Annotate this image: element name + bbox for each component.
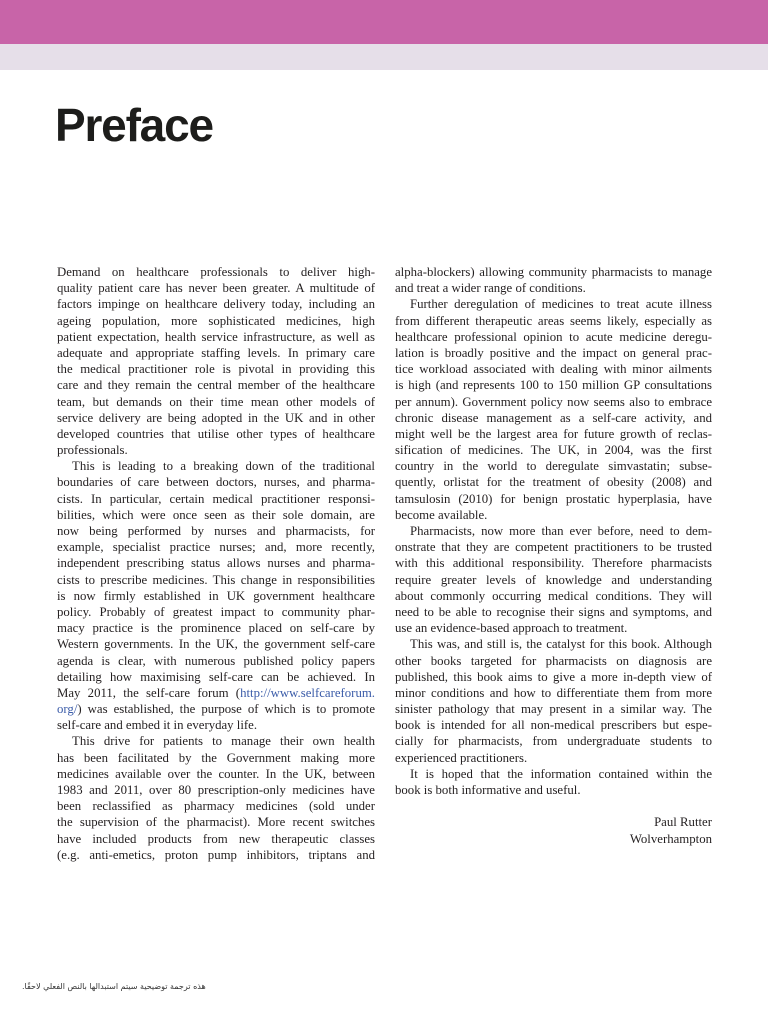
text-line: sification of medicines. The UK, in 2004, was the first [395, 443, 712, 458]
author-name: Paul Rutter [654, 815, 712, 830]
header-subband [0, 44, 768, 70]
text-line: This is leading to a breaking down of the traditional [72, 459, 375, 474]
text-line: minor conditions and how to differentiate them from more [395, 685, 712, 700]
text-line: need to be able to recognise their signs and symptoms, and [395, 604, 712, 619]
header-band [0, 0, 768, 44]
text-line: It is hoped that the information contained within the [410, 766, 712, 781]
text-line: with this additional responsibility. Therefore pharmacists [395, 556, 712, 571]
paragraph [395, 264, 712, 296]
text-line: have included products from new therapeutic classes [57, 831, 375, 846]
text-line: use an evidence-based approach to treatment. [395, 621, 628, 636]
text-line: service delivery are being adopted in the UK and in other [57, 410, 375, 425]
text-line: tamsulosin (2010) for benign prostatic hyperplasia, have [395, 491, 712, 506]
text-line: healthcare professional opinion to acute medicine deregu- [395, 329, 712, 344]
author-location: Wolverhampton [629, 831, 712, 846]
text-line: now being performed by nurses and pharmacists, for [57, 524, 375, 538]
text-line: other books targeted for pharmacists on diagnosis are [395, 653, 712, 668]
spacer [395, 798, 712, 814]
text-line [57, 701, 375, 717]
text-line: book is intended for all non-medical prescribers but espe- [395, 718, 712, 733]
text-line: and treat a wider range of conditions. [395, 281, 586, 296]
paragraph [57, 733, 375, 863]
text-line: lation is broadly positive and the impact on general prac- [395, 345, 712, 360]
text-line: chronic disease management as a self-care activity, and [395, 410, 712, 425]
text-line: developed countries that utilise other types of healthcare [57, 426, 375, 441]
text-line: tice workload associated with dealing with minor ailments [395, 362, 712, 377]
text-line: adequate and appropriate staffing levels. In primary care [57, 345, 375, 360]
text-line: the medical practitioner role is pivotal in providing this [57, 362, 375, 377]
text-line: might well be the largest area for future growth of reclas- [395, 426, 712, 441]
text-line: experienced practitioners. [395, 750, 528, 765]
text-line: onstrate that they are competent practitioners to be trusted [395, 540, 712, 555]
paragraph [395, 636, 712, 766]
text-line: country in the world to deregulate simvastatin; subse- [395, 459, 712, 474]
text-line: Pharmacists, now more than ever before, need to dem- [410, 524, 712, 538]
signature [395, 814, 712, 846]
paragraph [57, 264, 375, 458]
left-column [57, 264, 375, 863]
text-line: about commonly occurring medical conditions. They will [395, 588, 712, 603]
text-line: professionals. [57, 443, 128, 458]
text-line: (e.g. anti-emetics, proton pump inhibitors, triptans and [57, 847, 375, 862]
text-line: been reclassified as pharmacy medicines (sold under [57, 799, 375, 814]
text-line: bilities, which were once seen as their sole domain, are [57, 507, 375, 522]
text-line: quently, orlistat for the treatment of obesity (2008) and [395, 475, 712, 490]
page-title: Preface [55, 99, 213, 151]
text-line: detailing how maximising self-care can be achieved. In [57, 669, 375, 684]
text-line: the supervision of the pharmacist). More recent switches [57, 815, 375, 830]
text-line: factors impinge on healthcare delivery today, including an [57, 297, 375, 312]
text-line: care and they remain the central member of the healthcare [57, 378, 375, 393]
text-line: macy practice is the prominence placed on self-care by [57, 621, 375, 636]
paragraph [395, 766, 712, 798]
text-line: medicines available over the counter. In the UK, between [57, 766, 375, 781]
footer-note: هذه ترجمة توضيحية سيتم استبدالها بالنص الفعلي لاحقًا. [22, 982, 206, 991]
text-line: Further deregulation of medicines to treat acute illness [410, 297, 712, 312]
text-line: ageing population, more sophisticated medicines, high [57, 313, 375, 328]
text-line: cially for pharmacists, from undergraduate students to [395, 734, 712, 749]
text-line: self-care and embed it in everyday life. [57, 718, 258, 733]
text-line: Western governments. In the UK, the government self-care [57, 637, 375, 652]
text-line: boundaries of care between doctors, nurses, and pharma- [57, 475, 375, 490]
paragraph [395, 296, 712, 523]
text-line: is high (and represents 100 to 150 million GP consultations [395, 378, 712, 393]
text-line: become available. [395, 507, 488, 522]
text-segment: May 2011, the self-care forum ( [57, 685, 241, 700]
text-line: This drive for patients to manage their own health [72, 734, 375, 749]
selfcareforum-link[interactable]: http://www.selfcareforum. [240, 685, 375, 700]
text-line [57, 685, 375, 701]
text-line: example, specialist practice nurses; and, more recently, [57, 540, 375, 555]
text-line: cists. In particular, certain medical practitioner responsi- [57, 491, 375, 506]
text-line: sinister pathology that may present in a similar way. The [395, 702, 712, 717]
text-line: cists to prescribe medicines. This change in responsibilities [57, 572, 375, 587]
text-line: agenda is clear, with numerous published policy papers [57, 653, 375, 668]
text-line: patient expectation, health service infrastructure, as well as [57, 329, 375, 344]
text-segment: ) was established, the purpose of which is to promote [77, 702, 375, 717]
text-line: has been facilitated by the Government making more [57, 750, 375, 765]
text-line: policy. Probably of greatest impact to community phar- [57, 604, 375, 619]
text-line: This was, and still is, the catalyst for this book. Although [410, 637, 712, 652]
text-line: from different therapeutic areas seems likely, especially as [395, 313, 712, 328]
text-line: published, this book aims to give a more in-depth view of [395, 669, 712, 684]
text-line: require greater levels of knowledge and understanding [395, 572, 712, 587]
selfcareforum-link[interactable]: org/ [57, 702, 78, 717]
text-line: Demand on healthcare professionals to deliver high- [57, 265, 375, 279]
text-line: independent prescribing status allows nurses and pharma- [57, 556, 375, 571]
text-line: 1983 and 2011, over 80 prescription-only medicines have [57, 783, 375, 797]
paragraph [395, 523, 712, 636]
right-column [395, 264, 712, 847]
text-line: book is both informative and useful. [395, 783, 581, 797]
text-line: team, but demands on their time mean other models of [57, 394, 375, 409]
text-line: quality patient care has never been greater. A multitude of [57, 281, 375, 296]
text-line: is now firmly established in UK government healthcare [57, 588, 375, 603]
text-line: per annum). Government policy now seems also to embrace [395, 394, 712, 409]
text-line: alpha-blockers) allowing community pharmacists to manage [395, 265, 712, 279]
paragraph [57, 458, 375, 733]
